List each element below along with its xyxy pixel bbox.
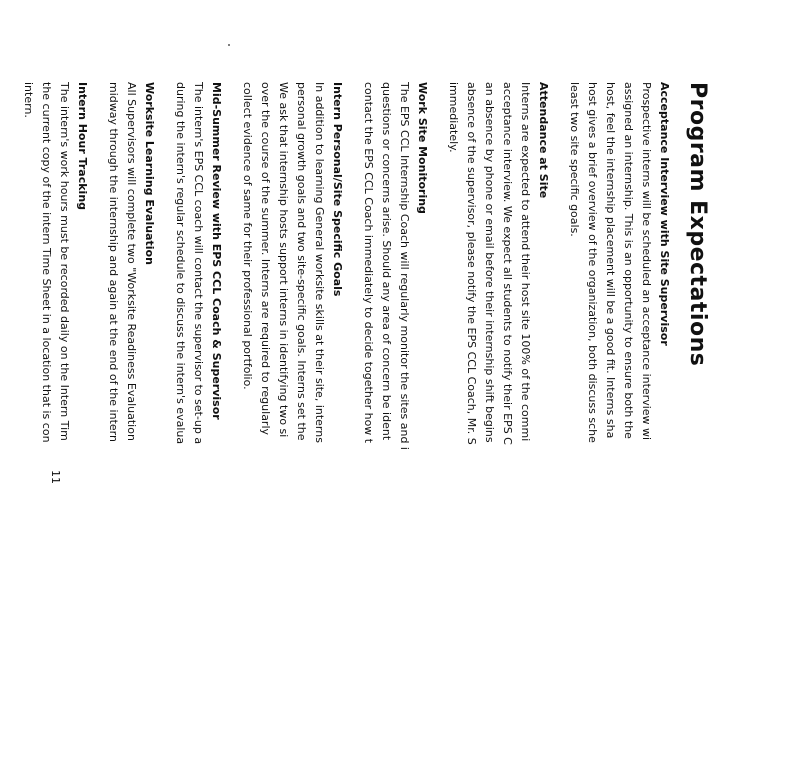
body-line: during the intern's regular schedule to discuss the intern's evalua bbox=[174, 82, 187, 445]
body-line: over the course of the summer. Interns are required to regularly bbox=[259, 82, 272, 436]
section-heading: Acceptance Interview with Site Supervisor bbox=[658, 82, 671, 346]
body-line: absence of the supervisor, please notify the EPS CCL Coach, Mr. S bbox=[465, 82, 478, 445]
body-line: The EPS CCL Internship Coach will regularly monitor the sites and i bbox=[398, 82, 411, 450]
page-title: Program Expectations bbox=[685, 82, 710, 367]
body-line: Interns are expected to attend their host site 100% of the commi bbox=[519, 82, 532, 442]
section-heading: Worksite Learning Evaluation bbox=[143, 82, 156, 265]
body-line: The intern's EPS CCL coach will contact the supervisor to set-up a bbox=[192, 82, 205, 445]
body-line: assigned an internship. This is an opportunity to ensure both the bbox=[622, 82, 635, 439]
page-number: 11 bbox=[49, 470, 62, 484]
section-heading: Attendance at Site bbox=[537, 82, 550, 199]
section-work-site-monitoring bbox=[359, 82, 431, 782]
section-heading: Intern Hour Tracking bbox=[76, 82, 89, 211]
scan-speck bbox=[228, 44, 230, 46]
section-worksite-evaluation bbox=[104, 82, 158, 782]
section-acceptance-interview bbox=[565, 82, 673, 782]
body-line: acceptance interview. We expect all students to notify their EPS C bbox=[501, 82, 514, 445]
section-heading: Intern Personal/Site Specific Goals bbox=[331, 82, 344, 297]
body-line: host gives a brief overview of the organization, both discuss sche bbox=[586, 82, 599, 443]
body-line: host, feel the internship placement will be a good fit. Interns sha bbox=[604, 82, 617, 439]
section-attendance bbox=[444, 82, 552, 782]
body-line: immediately. bbox=[447, 82, 460, 153]
body-line: questions or concerns arise. Should any area of concern be ident bbox=[380, 82, 393, 441]
section-heading: Work Site Monitoring bbox=[416, 82, 429, 214]
body-line: All Supervisors will complete two "Worksite Readiness Evaluation bbox=[125, 82, 138, 441]
body-line: The intern's work hours must be recorded daily on the Intern Tim bbox=[58, 82, 71, 441]
body-line: the current copy of the intern Time Sheet in a location that is con bbox=[40, 82, 53, 443]
body-line: midway through the internship and again at the end of the intern bbox=[107, 82, 120, 442]
body-line: Prospective interns will be scheduled an acceptance interview wi bbox=[640, 82, 653, 441]
section-personal-goals bbox=[238, 82, 346, 782]
section-heading: Mid-Summer Review with EPS CCL Coach & Supervisor bbox=[210, 82, 223, 420]
body-line: personal growth goals and two site-specific goals. Interns set the bbox=[295, 82, 308, 441]
body-line: collect evidence of same for their professional portfolio. bbox=[241, 82, 254, 390]
section-hour-tracking bbox=[19, 82, 91, 782]
body-line: an absence by phone or email before their internship shift begins bbox=[483, 82, 496, 443]
body-line: intern. bbox=[22, 82, 35, 118]
body-line: In addition to learning General worksite skills at their site, interns bbox=[313, 82, 326, 443]
body-line: contact the EPS CCL Coach immediately to decide together how t bbox=[362, 82, 375, 444]
body-line: least two site specific goals. bbox=[568, 82, 581, 237]
body-line: We ask that internship hosts support interns in identifying two si bbox=[277, 82, 290, 438]
section-mid-summer-review bbox=[171, 82, 225, 782]
